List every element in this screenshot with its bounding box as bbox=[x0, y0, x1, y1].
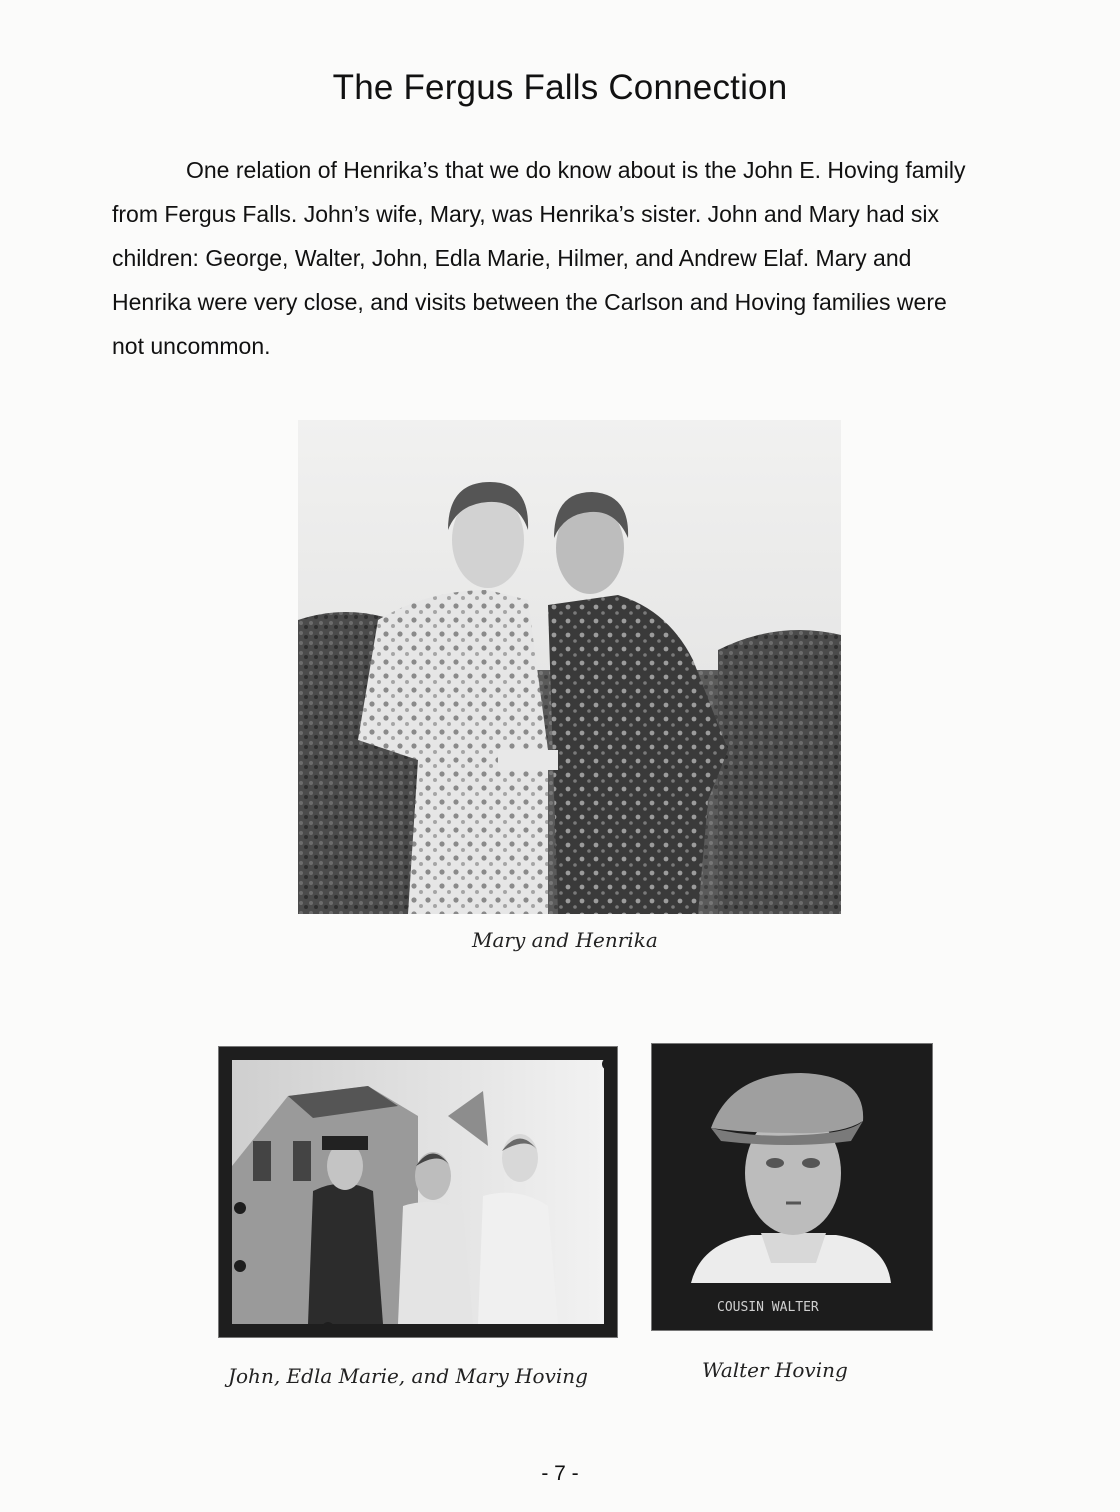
photo-mary-and-henrika bbox=[298, 420, 841, 914]
paragraph-text: One relation of Henrika’s that we do know about is the John E. Hoving family from Fergus Falls. John’s wife, Mary, was Henrika’s sister. John and Mary had six children: George, Walter, John, Edla Marie, Hilmer, and Andrew Elaf. Mary and Henrika were very close, and visits between the Carlson and Hoving families were not uncommon. bbox=[112, 157, 966, 359]
caption-walter-hoving: Walter Hoving bbox=[702, 1358, 848, 1382]
body-paragraph bbox=[112, 148, 972, 368]
photo-inscription: COUSIN WALTER bbox=[717, 1300, 819, 1315]
page-title: The Fergus Falls Connection bbox=[332, 68, 788, 107]
bleed-through-right bbox=[845, 668, 1025, 888]
page-number: - 7 - bbox=[541, 1462, 579, 1485]
caption-mary-and-henrika: Mary and Henrika bbox=[472, 928, 658, 952]
caption-john-edla-mary-hoving: John, Edla Marie, and Mary Hoving bbox=[228, 1364, 588, 1388]
bleed-through-left bbox=[160, 668, 300, 888]
photo-walter-hoving bbox=[651, 1043, 933, 1331]
photo-john-edla-mary-hoving bbox=[218, 1046, 618, 1338]
